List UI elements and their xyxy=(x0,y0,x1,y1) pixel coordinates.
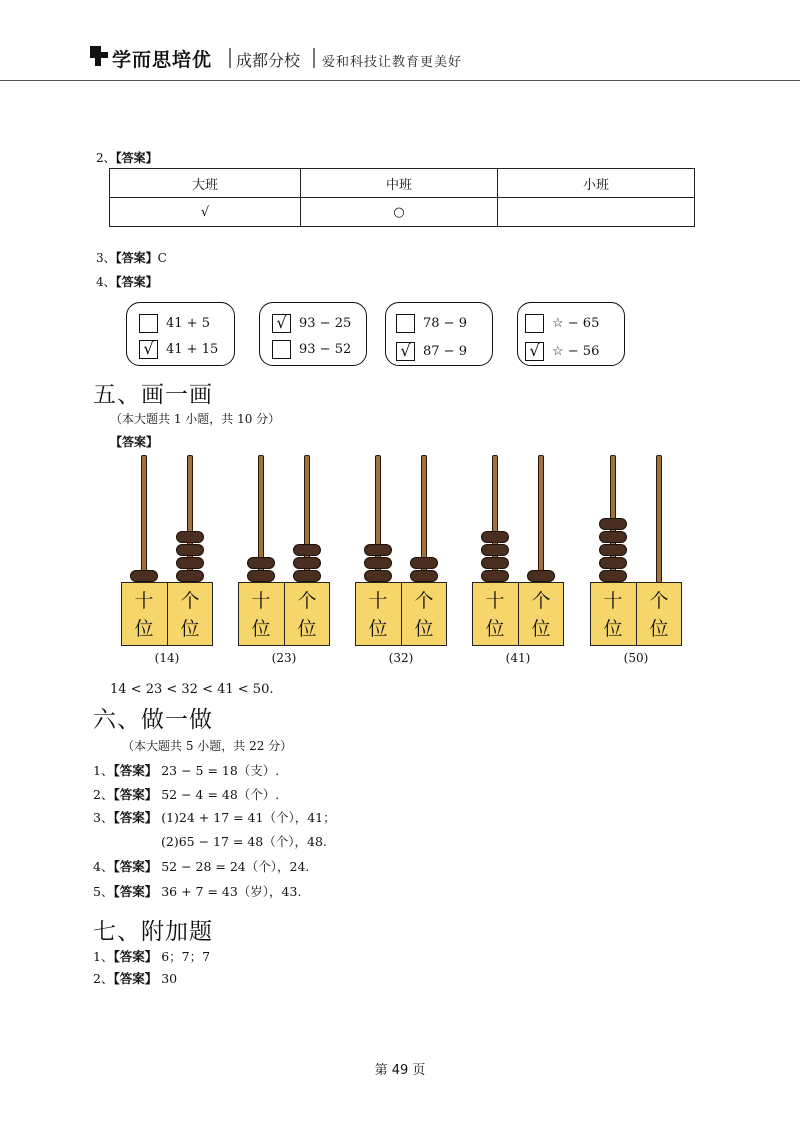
page-header xyxy=(0,0,800,82)
tens-bead xyxy=(599,544,627,556)
ones-rod xyxy=(656,455,662,583)
choice-text: ☆ − 56 xyxy=(552,343,600,359)
answer-line xyxy=(93,761,279,779)
table-row xyxy=(110,198,695,227)
tens-bead xyxy=(599,570,627,582)
table-header-row xyxy=(110,169,695,198)
tens-bead xyxy=(364,557,392,569)
ones-bead xyxy=(293,570,321,582)
section-note: （本大题共 5 小题，共 22 分） xyxy=(122,739,293,753)
choice-row xyxy=(396,340,467,362)
ones-place-label: 个 位 xyxy=(180,590,200,640)
question-number: 2、 xyxy=(93,787,114,802)
answer-line xyxy=(93,857,309,875)
answer-tag: 【答案】 xyxy=(113,971,158,986)
question-number: 4、 xyxy=(96,275,116,289)
ones-bead xyxy=(527,570,555,582)
choice-text: 41 + 15 xyxy=(166,341,219,357)
ones-bead xyxy=(176,557,204,569)
tens-rod xyxy=(141,455,147,583)
choice-row xyxy=(139,312,210,334)
tens-bead xyxy=(247,557,275,569)
q3-label xyxy=(96,249,167,266)
abacus-value-label: (14) xyxy=(154,651,180,665)
abacus-base xyxy=(590,582,682,646)
abacus xyxy=(355,455,447,665)
choice-text: 78 − 9 xyxy=(423,315,467,331)
answer-tag-line xyxy=(110,433,158,450)
answer-tag: 【答案】 xyxy=(113,763,158,778)
ones-bead xyxy=(293,557,321,569)
abacus-value-label: (32) xyxy=(388,651,414,665)
abacus-value-label: (50) xyxy=(623,651,649,665)
tens-place-label: 十 位 xyxy=(134,590,154,640)
tens-bead xyxy=(247,570,275,582)
checkbox: √ xyxy=(139,340,158,359)
tens-place-label: 十 位 xyxy=(485,590,505,640)
tens-bead xyxy=(364,544,392,556)
abacus-base xyxy=(472,582,564,646)
choice-box xyxy=(126,302,235,366)
abacus xyxy=(472,455,564,665)
answer-line xyxy=(93,785,279,803)
answer-text: 52 − 28 = 24（个），24. xyxy=(161,859,310,874)
abacus-base xyxy=(355,582,447,646)
page-number: 第 49 页 xyxy=(374,1063,426,1078)
ones-rod xyxy=(538,455,544,583)
ones-bead xyxy=(176,570,204,582)
choice-row xyxy=(525,312,599,334)
answer-tag: 【答案】 xyxy=(115,151,158,165)
table-cell: ○ xyxy=(301,198,498,227)
ones-place-label: 个 位 xyxy=(649,590,669,640)
ones-place-label: 个 位 xyxy=(531,590,551,640)
question-number: 3、 xyxy=(93,810,114,825)
q4-label xyxy=(96,273,158,290)
choice-box xyxy=(259,302,367,366)
grade-table xyxy=(109,168,695,227)
answer-text: C xyxy=(157,251,167,265)
tens-place-label: 十 位 xyxy=(603,590,623,640)
answer-tag: 【答案】 xyxy=(113,859,158,874)
ones-place-label: 个 位 xyxy=(297,590,317,640)
abacus-base xyxy=(238,582,330,646)
section-title: 五、画一画 xyxy=(93,382,213,408)
question-number: 1、 xyxy=(93,763,114,778)
checkbox xyxy=(272,340,291,359)
section-title: 六、做一做 xyxy=(93,707,213,733)
logo-icon xyxy=(88,44,110,68)
answer-tag: 【答案】 xyxy=(115,251,158,265)
answer-line xyxy=(93,969,177,987)
answer-text: (2)65 − 17 = 48（个），48. xyxy=(161,834,327,849)
answer-text: 6；7；7 xyxy=(161,949,211,964)
ones-bead xyxy=(293,544,321,556)
choice-row xyxy=(139,338,218,360)
ones-bead xyxy=(410,570,438,582)
checkbox xyxy=(525,314,544,333)
abacus xyxy=(121,455,213,665)
answer-line xyxy=(93,947,210,965)
slogan: 爱和科技让教育更美好 xyxy=(322,55,463,70)
choice-text: 93 − 25 xyxy=(299,315,352,331)
answer-tag: 【答案】 xyxy=(113,787,158,802)
choice-row xyxy=(272,312,351,334)
ones-bead xyxy=(176,544,204,556)
abacus xyxy=(590,455,682,665)
tens-bead xyxy=(481,570,509,582)
abacus-base xyxy=(121,582,213,646)
question-number: 4、 xyxy=(93,859,114,874)
answer-text: 30 xyxy=(161,971,178,986)
tens-bead xyxy=(130,570,158,582)
answer-line xyxy=(93,882,301,900)
ones-bead xyxy=(176,531,204,543)
header-divider xyxy=(229,48,231,68)
tens-place-label: 十 位 xyxy=(368,590,388,640)
comparison-text: 14 < 23 < 32 < 41 < 50. xyxy=(110,682,274,697)
answer-tag: 【答案】 xyxy=(113,949,158,964)
table-header-cell: 大班 xyxy=(110,169,301,198)
choice-text: 93 − 52 xyxy=(299,341,352,357)
choice-text: 87 − 9 xyxy=(423,343,467,359)
choice-box xyxy=(517,302,625,366)
question-number: 5、 xyxy=(93,884,114,899)
tens-bead xyxy=(599,531,627,543)
answer-text: 23 − 5 = 18（支）. xyxy=(161,763,280,778)
section-title: 七、附加题 xyxy=(93,919,213,945)
tens-bead xyxy=(481,544,509,556)
tens-bead xyxy=(599,518,627,530)
answer-tag: 【答案】 xyxy=(113,810,158,825)
choice-row xyxy=(525,340,599,362)
answer-text: 36 + 7 = 43（岁），43. xyxy=(161,884,302,899)
branch-name: 成都分校 xyxy=(236,51,301,70)
tens-bead xyxy=(481,531,509,543)
tens-place-label: 十 位 xyxy=(251,590,271,640)
question-number: 2、 xyxy=(96,151,116,165)
checkbox: √ xyxy=(396,342,415,361)
checkbox: √ xyxy=(272,314,291,333)
abacus-value-label: (23) xyxy=(271,651,297,665)
table-cell: √ xyxy=(110,198,301,227)
choice-row xyxy=(396,312,467,334)
checkbox xyxy=(396,314,415,333)
question-number: 3、 xyxy=(96,251,116,265)
brand-name: 学而思培优 xyxy=(112,49,213,71)
q2-label xyxy=(96,149,158,166)
checkbox xyxy=(139,314,158,333)
table-cell xyxy=(498,198,695,227)
answer-tag: 【答案】 xyxy=(113,884,158,899)
section-note: （本大题共 1 小题，共 10 分） xyxy=(110,412,281,426)
header-rule xyxy=(0,80,800,81)
question-number: 1、 xyxy=(93,949,114,964)
header-divider xyxy=(313,48,315,68)
answer-line xyxy=(93,808,336,826)
answer-line xyxy=(161,832,327,850)
checkbox: √ xyxy=(525,342,544,361)
abacus xyxy=(238,455,330,665)
tens-bead xyxy=(481,557,509,569)
choice-text: ☆ − 65 xyxy=(552,315,600,331)
tens-bead xyxy=(599,557,627,569)
choice-text: 41 + 5 xyxy=(166,315,210,331)
question-number: 2、 xyxy=(93,971,114,986)
choice-row xyxy=(272,338,351,360)
choice-box xyxy=(385,302,493,366)
ones-bead xyxy=(410,557,438,569)
answer-text: (1)24 + 17 = 41（个），41； xyxy=(161,810,336,825)
answer-text: 52 − 4 = 48（个）. xyxy=(161,787,280,802)
table-header-cell: 小班 xyxy=(498,169,695,198)
answer-tag: 【答案】 xyxy=(110,435,159,449)
tens-bead xyxy=(364,570,392,582)
abacus-value-label: (41) xyxy=(505,651,531,665)
ones-place-label: 个 位 xyxy=(414,590,434,640)
table-header-cell: 中班 xyxy=(301,169,498,198)
answer-tag: 【答案】 xyxy=(115,275,158,289)
